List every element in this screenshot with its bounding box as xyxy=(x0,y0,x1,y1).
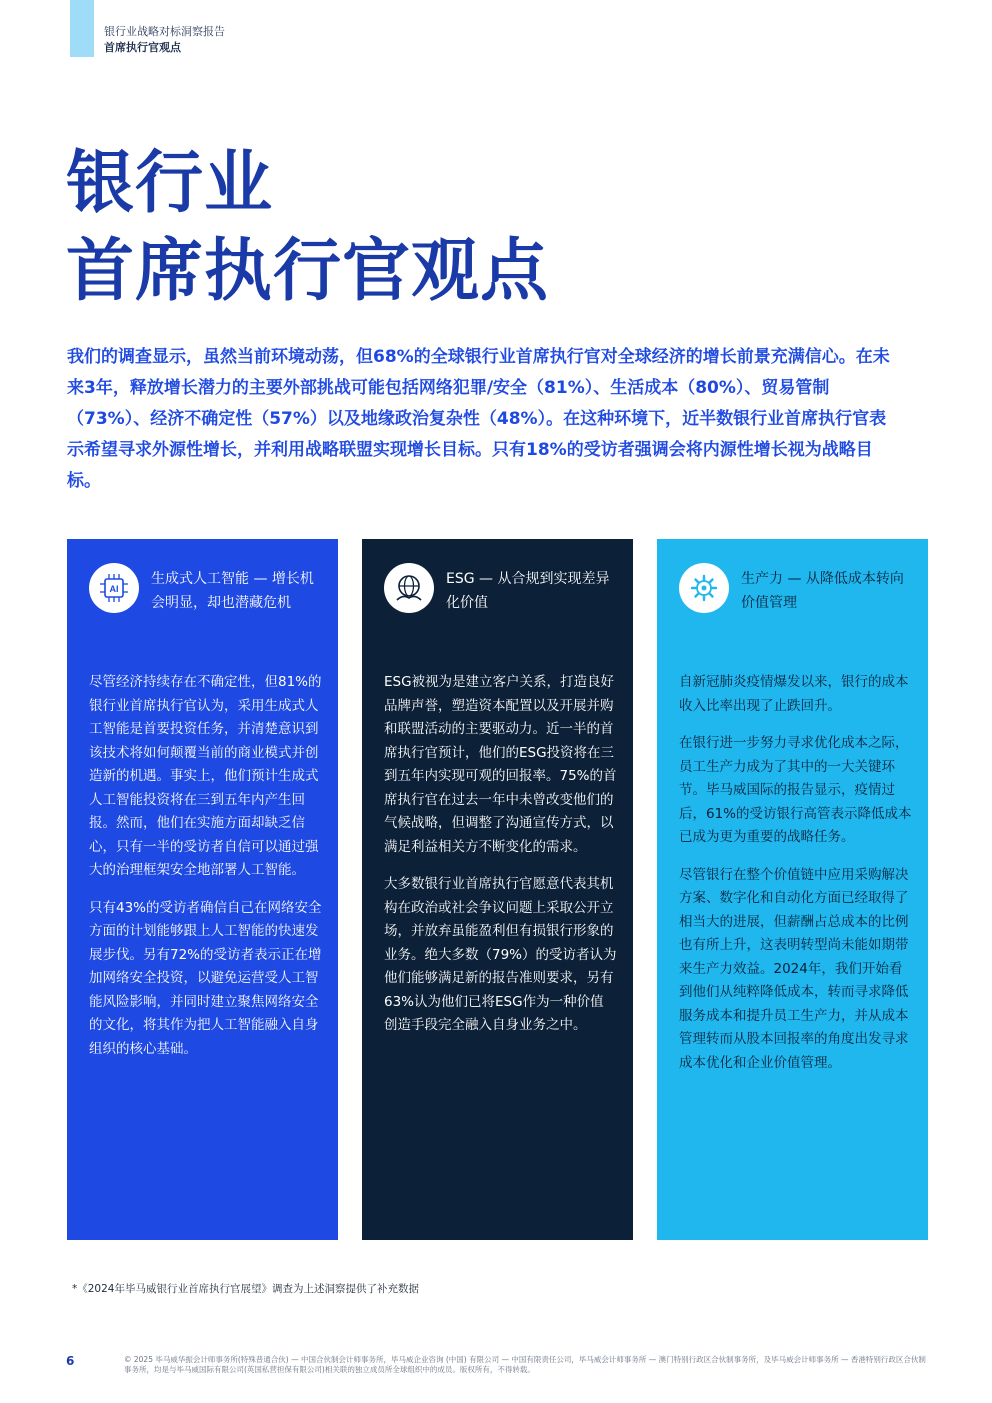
page-title xyxy=(66,140,549,316)
card-paragraph: 尽管经济持续存在不确定性，但81%的银行业首席执行官认为，采用生成式人工智能是首要投资任务，并清楚意识到该技术将如何颠覆当前的商业模式并创造新的机遇。事实上，他们预计生成式人工智能投资将在三到五年内产生回报。然而，他们在实施方面却缺乏信心，只有一半的受访者自信可以通过强大的治理框架安全地部署人工智能。 xyxy=(89,674,322,878)
card-productivity xyxy=(657,539,928,1240)
card-paragraph: 大多数银行业首席执行官愿意代表其机构在政治或社会争议问题上采取公开立场，并放弃虽能盈利但有损银行形象的业务。绝大多数（79%）的受访者认为他们能够满足新的报告准则要求，另有63%认为他们已将ESG作为一种价值创造手段完全融入自身业务之中。 xyxy=(384,876,617,1033)
page-title-line1: 银行业 xyxy=(66,144,274,223)
legal-notice: © 2025 毕马威华振会计师事务所(特殊普通合伙) — 中国合伙制会计师事务所，毕马威企业咨询 (中国) 有限公司 — 中国有限责任公司，毕马威会计师事务所 — 澳门特别行政区合伙制事务所，及毕马威会计师事务所 — 香港特别行政区合伙制事务所，均是与毕马威国际有限公司(英国私营担保有限公司)相关联的独立成员所全球组织中的成员。版权所有，不得转载。 xyxy=(124,1355,926,1374)
card-title: 生产力 — 从降低成本转向价值管理 xyxy=(741,571,904,611)
card-paragraph: 在银行进一步努力寻求优化成本之际，员工生产力成为了其中的一大关键环节。毕马威国际的报告显示，疫情过后，61%的受访银行高管表示降低成本已成为更为重要的战略任务。 xyxy=(679,735,912,845)
card-paragraph: 只有43%的受访者确信自己在网络安全方面的计划能够跟上人工智能的快速发展步伐。另有72%的受访者表示正在增加网络安全投资，以避免运营受人工智能风险影响，并同时建立聚焦网络安全的文化，将其作为把人工智能融入自身组织的核心基础。 xyxy=(89,899,322,1057)
section-title: 首席执行官观点 xyxy=(104,41,181,54)
card-body xyxy=(89,671,322,1075)
card-title: ESG — 从合规到实现差异化价值 xyxy=(446,571,610,611)
header-accent-bar xyxy=(70,0,94,57)
card-body xyxy=(679,671,912,1089)
ai-chip-icon xyxy=(89,563,139,613)
card-paragraph: 尽管银行在整个价值链中应用采购解决方案、数字化和自动化方面已经取得了相当大的进展，但薪酬占总成本的比例也有所上升，这表明转型尚未能如期带来生产力效益。2024年，我们开始看到他们从纯粹降低成本，转而寻求降低服务成本和提升员工生产力，并从成本管理转而从股本回报率的角度出发寻求成本优化和企业价值管理。 xyxy=(679,866,909,1071)
card-header xyxy=(384,563,619,615)
card-paragraph: 自新冠肺炎疫情爆发以来，银行的成本收入比率出现了止跌回升。 xyxy=(679,674,909,714)
card-header xyxy=(89,563,324,615)
card-title: 生成式人工智能 — 增长机会明显，却也潜藏危机 xyxy=(151,571,314,611)
card-header xyxy=(679,563,914,615)
card-esg xyxy=(362,539,633,1240)
report-title: 银行业战略对标洞察报告 xyxy=(104,25,225,38)
card-body xyxy=(384,671,617,1052)
card-generative-ai xyxy=(67,539,338,1240)
intro-paragraph: 我们的调查显示，虽然当前环境动荡，但68%的全球银行业首席执行官对全球经济的增长前景充满信心。在未来3年，释放增长潜力的主要外部挑战可能包括网络犯罪/安全（81%）、生活成本（80%）、贸易管制（73%）、经济不确定性（57%）以及地缘政治复杂性（48%）。在这种环境下，近半数银行业首席执行官表示希望寻求外源性增长，并利用战略联盟实现增长目标。只有18%的受访者强调会将内源性增长视为战略目标。 xyxy=(67,347,890,491)
card-paragraph: ESG被视为是建立客户关系，打造良好品牌声誉，塑造资本配置以及开展并购和联盟活动的主要驱动力。近一半的首席执行官预计，他们的ESG投资将在三到五年内实现可观的回报率。75%的首席执行官在过去一年中未曾改变他们的气候战略，但调整了沟通宣传方式，以满足利益相关方不断变化的需求。 xyxy=(384,674,617,855)
running-header xyxy=(104,24,225,56)
page-title-line2: 首席执行官观点 xyxy=(66,232,550,311)
productivity-gear-icon xyxy=(679,563,729,613)
esg-globe-icon xyxy=(384,563,434,613)
footnote: *《2024年毕马威银行业首席执行官展望》调查为上述洞察提供了补充数据 xyxy=(72,1283,419,1295)
page-number: 6 xyxy=(66,1354,75,1368)
svg-text:AI: AI xyxy=(109,584,119,594)
